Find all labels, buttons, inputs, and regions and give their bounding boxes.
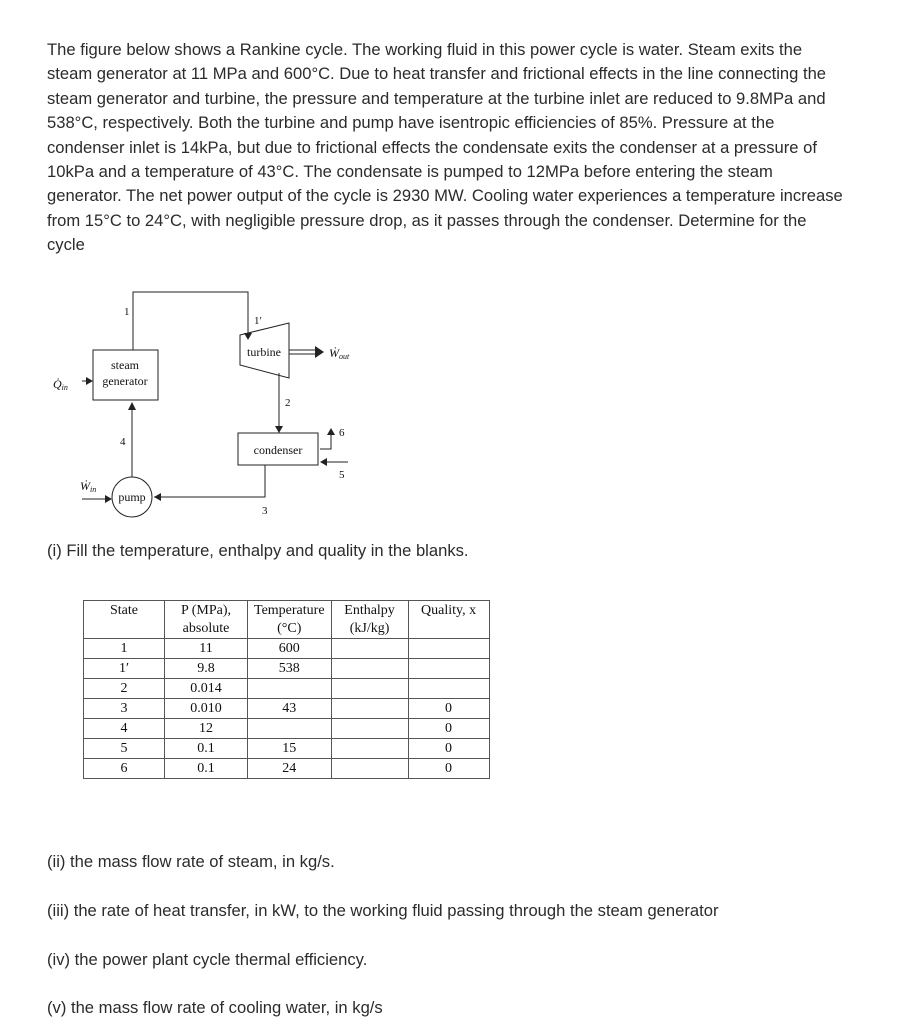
cell-state: 1: [84, 639, 165, 659]
cell-temperature: [248, 679, 332, 699]
question-v: (v) the mass flow rate of cooling water, in kg/s: [47, 998, 383, 1017]
cell-temperature: 538: [248, 659, 332, 679]
table-row: [84, 699, 490, 719]
cell-enthalpy: [331, 639, 408, 659]
arrowhead-cooling-out: [327, 428, 335, 435]
cell-temperature: [248, 719, 332, 739]
cell-state: 6: [84, 759, 165, 779]
q-in-label: Q̇in: [53, 377, 68, 392]
cell-pressure: 12: [165, 719, 248, 739]
arrowhead-pump-inlet: [154, 493, 161, 501]
state-1-label: 1: [124, 306, 130, 318]
table-row: [84, 739, 490, 759]
cell-enthalpy: [331, 759, 408, 779]
pump-label: pump: [118, 490, 146, 504]
cell-pressure: 11: [165, 639, 248, 659]
cell-quality: [408, 639, 489, 659]
turbine-label: turbine: [247, 345, 281, 359]
condenser-label: condenser: [253, 443, 303, 457]
cell-temperature: 43: [248, 699, 332, 719]
cell-state: 5: [84, 739, 165, 759]
arrowhead-turbine-inlet: [244, 333, 252, 340]
state-table-header: [84, 601, 490, 639]
state-6-label: 6: [339, 427, 345, 439]
w-out-label: Ẇout: [329, 346, 350, 361]
cell-enthalpy: [331, 699, 408, 719]
arrowhead-w-in: [105, 495, 112, 503]
cell-quality: 0: [408, 719, 489, 739]
cell-temperature: 15: [248, 739, 332, 759]
arrowhead-w-out: [315, 346, 324, 358]
cell-temperature: 24: [248, 759, 332, 779]
w-out-arrow: [289, 350, 315, 354]
cell-temperature: 600: [248, 639, 332, 659]
cell-enthalpy: [331, 719, 408, 739]
part-i-instruction: (i) Fill the temperature, enthalpy and quality in the blanks.: [47, 541, 469, 560]
header-state: State: [84, 601, 165, 639]
w-in-label: Ẇin: [80, 479, 97, 494]
table-row: [84, 679, 490, 699]
cell-state: 4: [84, 719, 165, 739]
cell-state: 1′: [84, 659, 165, 679]
state-2-label: 2: [285, 397, 291, 409]
cell-quality: 0: [408, 739, 489, 759]
table-row: [84, 759, 490, 779]
steam-generator-label-2: generator: [102, 374, 148, 388]
question-iii: (iii) the rate of heat transfer, in kW, to the working fluid passing through the steam generator: [47, 901, 719, 920]
table-row: [84, 719, 490, 739]
header-enthalpy: Enthalpy (kJ/kg): [331, 601, 408, 639]
problem-statement: The figure below shows a Rankine cycle. The working fluid in this power cycle is water. Steam exits the steam generator at 11 MPa and 600°C. Due to heat transfer and frictional effects in the line connecting the steam generator and turbine, the pressure and temperature at the turbine inlet are reduced to 9.8MPa and 538°C, respectively. Both the turbine and pump have isentropic efficiencies of 85%. Pressure at the condenser inlet is 14kPa, but due to frictional effects the condensate exits the condenser at a pressure of 10kPa and a temperature of 43°C. The condensate is pumped to 12MPa before entering the steam generator. The net power output of the cycle is 2930 MW. Cooling water experiences a temperature increase from 15°C to 24°C, with negligible pressure drop, as it passes through the condenser. Determine for the cycle: [47, 40, 843, 255]
state-table: [83, 600, 490, 779]
arrowhead-q-in: [86, 377, 93, 385]
cell-quality: [408, 679, 489, 699]
header-quality: Quality, x: [408, 601, 489, 639]
line-state-1: [133, 292, 248, 350]
state-4-label: 4: [120, 436, 126, 448]
cell-state: 3: [84, 699, 165, 719]
cell-pressure: 0.014: [165, 679, 248, 699]
arrowhead-generator-inlet: [128, 402, 136, 410]
table-row: [84, 659, 490, 679]
cell-pressure: 0.1: [165, 759, 248, 779]
arrowhead-cooling-in: [320, 458, 327, 466]
arrowhead-condenser-inlet: [275, 426, 283, 433]
state-1p-label: 1′: [254, 315, 262, 327]
cell-pressure: 0.010: [165, 699, 248, 719]
cell-enthalpy: [331, 679, 408, 699]
rankine-cycle-diagram: [50, 280, 380, 525]
cell-enthalpy: [331, 659, 408, 679]
cell-quality: 0: [408, 759, 489, 779]
question-ii: (ii) the mass flow rate of steam, in kg/s.: [47, 852, 335, 871]
state-3-label: 3: [262, 505, 268, 517]
cell-state: 2: [84, 679, 165, 699]
table-row: [84, 639, 490, 659]
cell-pressure: 0.1: [165, 739, 248, 759]
cell-pressure: 9.8: [165, 659, 248, 679]
steam-generator-label: steam: [111, 358, 139, 372]
line-state-3: [154, 465, 265, 497]
header-temperature: Temperature (°C): [248, 601, 332, 639]
cell-enthalpy: [331, 739, 408, 759]
cell-quality: 0: [408, 699, 489, 719]
state-5-label: 5: [339, 469, 345, 481]
cell-quality: [408, 659, 489, 679]
header-pressure: P (MPa), absolute: [165, 601, 248, 639]
question-iv: (iv) the power plant cycle thermal efficiency.: [47, 950, 368, 969]
